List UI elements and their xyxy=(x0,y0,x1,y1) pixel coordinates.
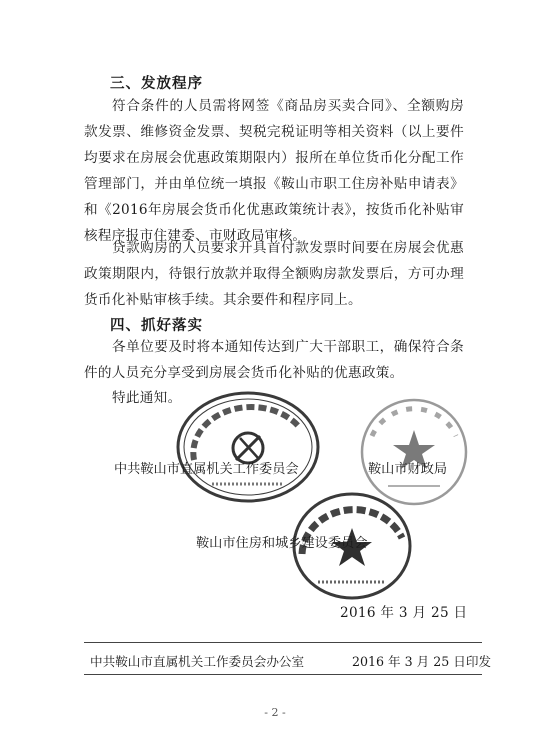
closing-notice: 特此通知。 xyxy=(112,390,182,406)
section-four-paragraph-1: 各单位要及时将本通知传达到广大干部职工，确保符合条件的人员充分享受到房展会货币化补贴的优惠政策。 xyxy=(84,339,464,381)
section-three-paragraph-2: 贷款购房的人员要求开具首付款发票时间要在房展会优惠政策期限内，待银行放款并取得全额购房款发票后，方可办理货币化补贴审核手续。其余要件和程序同上。 xyxy=(84,240,464,308)
section-three-paragraph-1: 符合条件的人员需将网签《商品房买卖合同》、全额购房款发票、维修资金发票、契税完税证明等相关资料（以上要件均要求在房展会优惠政策期限内）报所在单位货币化分配工作管理部门，并由单位统一填报《鞍山市职工住房补贴申请表》和《2016年房展会货币化优惠政策统计表》，按货币化补贴审核程序报市住建委、市财政局审核。 xyxy=(84,98,464,244)
section-three-title: 三、发放程序 xyxy=(110,75,203,92)
footer-issuer: 中共鞍山市直属机关工作委员会办公室 xyxy=(90,654,305,669)
party-committee-seal-icon xyxy=(172,388,324,506)
document-date: 2016 年 3 月 25 日 xyxy=(340,605,468,621)
signatory-finance-bureau: 鞍山市财政局 xyxy=(368,462,448,477)
footer-bottom-rule xyxy=(84,674,482,675)
section-four-title: 四、抓好落实 xyxy=(110,317,203,334)
signatory-party-committee: 中共鞍山市直属机关工作委员会 xyxy=(114,462,299,477)
page-number: - 2 - xyxy=(264,706,286,719)
signatory-housing-committee: 鞍山市住房和城乡建设委员会 xyxy=(196,536,368,551)
footer-top-rule xyxy=(84,642,482,643)
footer-print-date: 2016 年 3 月 25 日印发 xyxy=(352,654,492,669)
